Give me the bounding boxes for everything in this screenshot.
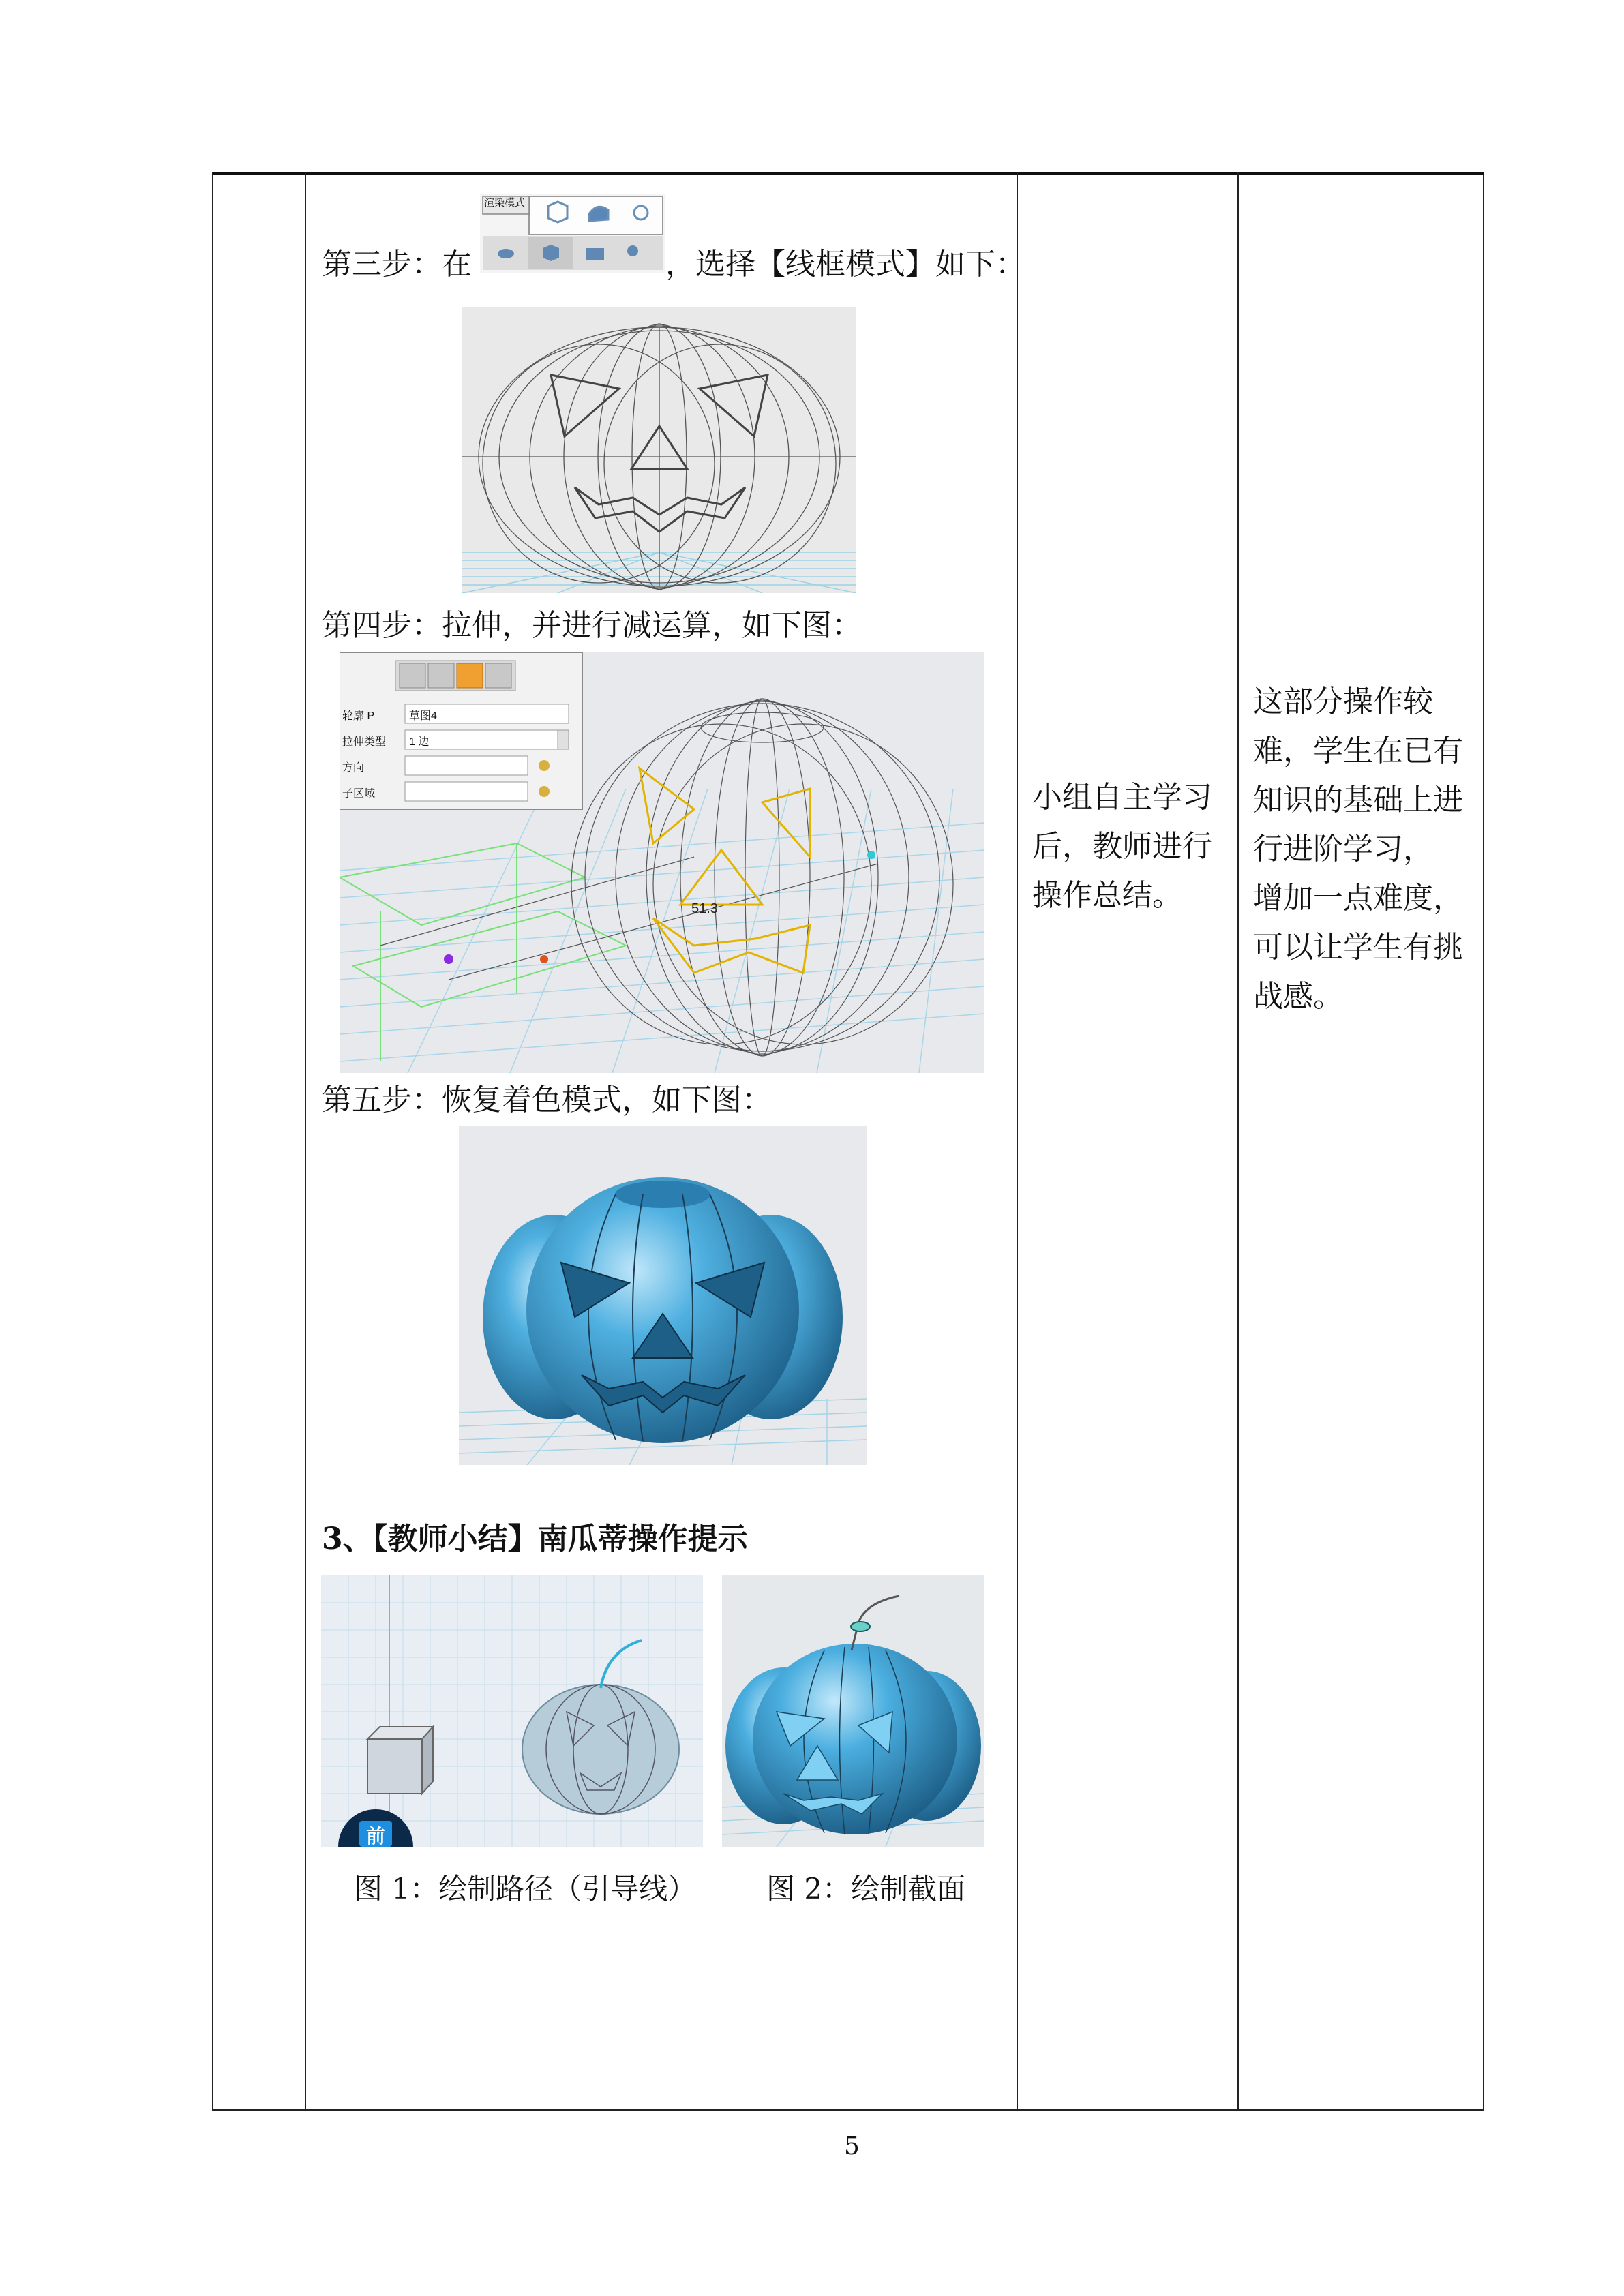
intent-line-6: 可以让学生有挑 [1253,930,1463,965]
intent-line-2: 难，学生在已有 [1253,734,1463,768]
panel-value-profile[interactable]: 草图4 [409,710,437,722]
intent-line-7: 战感。 [1253,979,1343,1014]
intent-line-3: 知识的基础上进 [1253,783,1463,817]
section3-heading: 3、【教师小结】南瓜蒂操作提示 [322,1522,748,1556]
extrude-subtract-image [340,652,984,1073]
step3-prefix: 第三步：在 [322,247,472,282]
panel-label-profile: 轮廓 P [342,710,375,722]
wireframe-pumpkin-image [462,307,856,593]
shaded-pumpkin-image [459,1126,867,1465]
figure2-caption: 图 2：绘制截面 [766,1872,966,1905]
intent-line-5: 增加一点难度， [1253,881,1463,916]
render-mode-tooltip: 渲染模式 [484,196,526,209]
column-divider-1 [305,172,306,2111]
intent-line-4: 行进阶学习， [1253,832,1433,866]
panel-label-subregion: 子区域 [342,788,376,800]
activity-column [1032,773,1212,920]
column-divider-3 [1237,172,1239,2111]
dimension-label: 51.3 [691,901,718,916]
figure2-image [722,1575,984,1847]
panel-label-extrude-type: 拉伸类型 [342,736,387,748]
fig1-badge: 前 [365,1825,385,1847]
panel-value-extrude-type[interactable]: 1 边 [409,736,430,748]
step5-text: 第五步：恢复着色模式，如下图： [322,1083,772,1117]
step4-text: 第四步：拉伸，并进行减运算，如下图： [322,608,862,643]
figure1-image [321,1575,703,1847]
step3-suffix: ，选择【线框模式】如下： [665,247,1025,282]
page-number: 5 [844,2132,860,2160]
activity-line-1: 小组自主学习 [1032,780,1212,815]
activity-line-3: 操作总结。 [1032,878,1182,913]
panel-label-direction: 方向 [342,762,365,774]
design-intent-column [1253,678,1463,1021]
activity-line-2: 后，教师进行 [1032,829,1212,864]
figure1-caption: 图 1：绘制路径（引导线） [354,1872,697,1905]
intent-line-1: 这部分操作较 [1253,684,1433,719]
column-divider-2 [1017,172,1018,2111]
